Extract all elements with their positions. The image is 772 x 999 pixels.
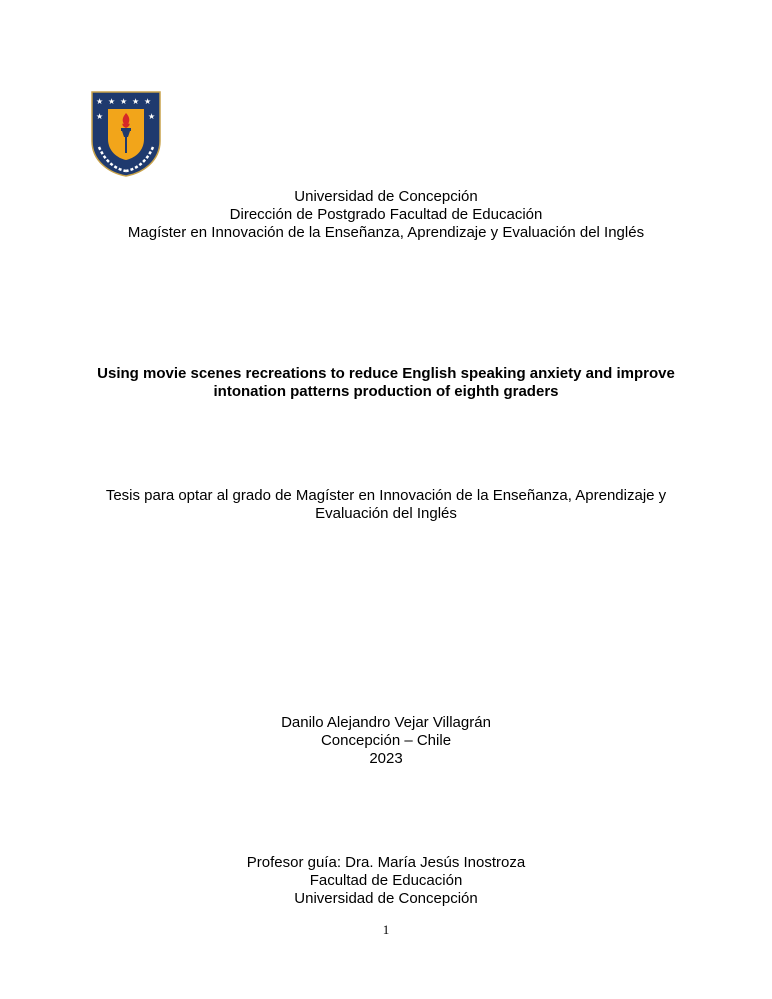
directorate-name: Dirección de Postgrado Facultad de Educación xyxy=(229,206,543,223)
author-name: Danilo Alejandro Vejar Villagrán xyxy=(281,714,491,731)
svg-text:★: ★ xyxy=(144,97,152,106)
svg-text:★: ★ xyxy=(120,97,128,106)
advisor-university: Universidad de Concepción xyxy=(294,890,478,907)
thesis-title-line-2: intonation patterns production of eighth graders xyxy=(213,383,559,400)
svg-text:★: ★ xyxy=(108,97,116,106)
author-block xyxy=(0,714,772,768)
page-number: 1 xyxy=(382,922,390,937)
university-name: Universidad de Concepción xyxy=(294,188,478,205)
university-shield-logo xyxy=(91,91,161,177)
degree-statement-line-1: Tesis para optar al grado de Magíster en Innovación de la Enseñanza, Aprendizaje y xyxy=(105,487,667,504)
thesis-title xyxy=(80,365,692,401)
svg-text:★: ★ xyxy=(132,97,140,106)
author-place: Concepción – Chile xyxy=(320,732,452,749)
degree-statement xyxy=(80,487,692,523)
advisor-block xyxy=(0,854,772,908)
institution-header xyxy=(0,188,772,242)
program-name: Magíster en Innovación de la Enseñanza, Aprendizaje y Evaluación del Inglés xyxy=(127,224,645,241)
svg-text:★: ★ xyxy=(148,112,156,121)
advisor-faculty: Facultad de Educación xyxy=(309,872,463,889)
advisor-name: Profesor guía: Dra. María Jesús Inostroza xyxy=(246,854,526,871)
svg-text:★: ★ xyxy=(96,112,104,121)
degree-statement-line-2: Evaluación del Inglés xyxy=(315,505,457,522)
author-year: 2023 xyxy=(369,750,403,767)
thesis-title-line-1: Using movie scenes recreations to reduce English speaking anxiety and improve xyxy=(97,365,675,382)
svg-text:★: ★ xyxy=(96,97,104,106)
